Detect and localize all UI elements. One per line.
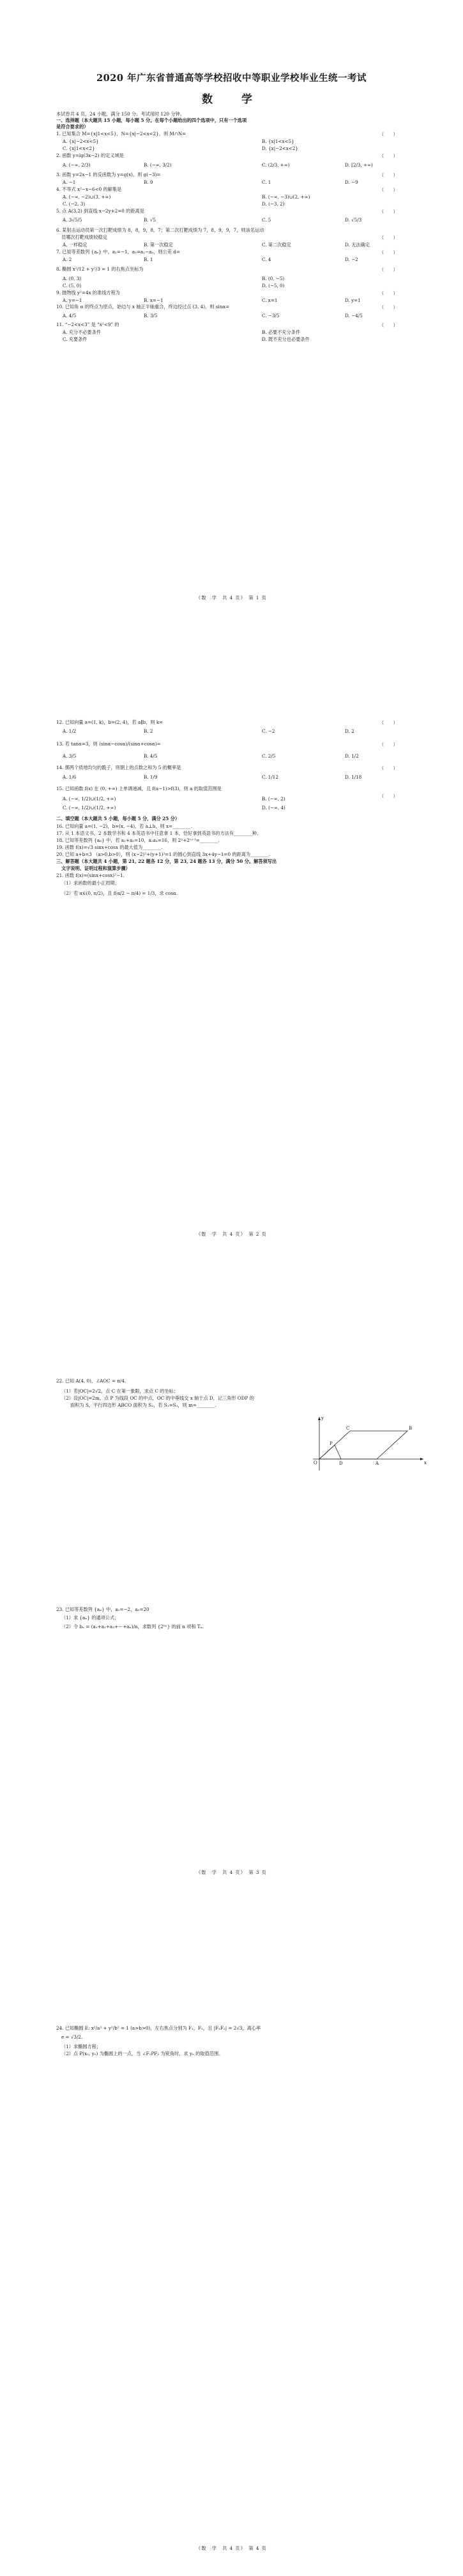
option-b: B. (0, −5) [262, 276, 285, 281]
option-c: C. 2/5 [262, 753, 276, 759]
option-c: C. (2/3, +∞) [262, 162, 290, 168]
option-a: A. y=−1 [63, 297, 82, 303]
question-1: 1. 已知集合 M={x|1<x<5}，N={x|−2<x<2}，则 M∩N= [56, 131, 186, 137]
option-b: B. 必要不充分条件 [262, 329, 301, 335]
option-b: B. (−∞, 2) [262, 796, 285, 802]
question-21: 21. 函数 f(x)=(sinx+cosx)²−1. [56, 872, 125, 878]
question-22-part-1: （1）若|OC|=2√2，点 C 在第一象限，求点 C 的坐标； [61, 1388, 178, 1394]
page-footer: 《数 学 共 4 页》 第 3 页 [196, 1869, 267, 1875]
question-6: 6. 某射击运动员第一次打靶成绩为 8，8，9，8，7；第二次打靶成绩为 7，8，9，9，7，则该名运动 [56, 227, 264, 233]
page-footer: 《数 学 共 4 页》 第 1 页 [196, 595, 267, 601]
option-a: A. 充分不必要条件 [63, 329, 102, 335]
question-12: 12. 已知向量 a=(1, k)，b=(2, 4)，若 a∥b，则 k= [56, 719, 163, 725]
question-11: 11. “−2<x<3” 是 “x²<9” 的 [56, 322, 119, 327]
answer-paren: （ ） [379, 267, 398, 273]
geometry-figure [305, 1413, 433, 1474]
label-o: O [314, 1460, 317, 1465]
question-16: 16. 已知向量 a=(1, −2)，b=(x, −4)，若 a⊥b，则 x=________. [56, 823, 193, 829]
option-d: D. −4/5 [345, 313, 363, 318]
page-footer: 《数 学 共 4 页》 第 2 页 [196, 1231, 267, 1237]
option-c: C. x=1 [262, 297, 278, 303]
section-3-heading: 三、解答题（本大题共 4 小题，第 21, 22 题各 12 分，第 23, 24 题各 13 分，满分 50 分。解答须写出 [56, 858, 277, 864]
page-2 [0, 638, 463, 1277]
question-10: 10. 已知角 α 的终点为原点，始边与 x 轴正半轴重合，终边经过点 (3, 4)，则 sinα= [56, 304, 230, 310]
option-c: C. 4 [262, 257, 271, 262]
option-b: B. {x|1<x<5} [262, 139, 294, 144]
option-b: B. (−∞, −3)∪(2, +∞) [262, 194, 310, 200]
question-21-part-1: （1）求函数的最小正周期； [61, 880, 119, 886]
segment-pd [335, 1445, 341, 1459]
option-d: D. (−5, 0) [262, 283, 285, 288]
question-23: 23. 已知等差数列 {aₙ} 中，a₁=−2，a₅=20 [56, 1606, 149, 1612]
question-20: 20. 已知 a+b=3 （a>0,b>0），则 (x−2)²+(y+1)²=1 的圆心到直线 3x+4y−1=0 的距离为________. [56, 851, 271, 857]
answer-paren: （ ） [379, 172, 398, 178]
question-23-part-1: （1）求 {aₙ} 的通项公式； [61, 1615, 119, 1621]
section-1-heading: 一、选择题（本大题共 15 小题，每小题 5 分。在每个小题给出的四个选项中，只有一个选项 [56, 117, 247, 123]
page-1 [0, 0, 463, 638]
option-d: D. √5/3 [345, 217, 362, 223]
option-c: C. (5, 0) [63, 283, 82, 288]
answer-paren: （ ） [379, 235, 398, 241]
question-22: 22. 已知 A(4, 0)，∠AOC = π/4. [56, 1378, 126, 1384]
option-b: B. 2 [144, 728, 153, 734]
option-b: B. 4/5 [144, 753, 158, 759]
option-c: C. 充要条件 [63, 336, 87, 342]
option-c: C. 1/12 [262, 774, 278, 780]
label-x: x [424, 1460, 427, 1465]
option-a: A. 一样稳定 [63, 242, 87, 248]
answer-paren: （ ） [379, 742, 398, 747]
answer-paren: （ ） [379, 131, 398, 137]
option-a: A. (−∞, 1/2)∪(1/2, +∞) [63, 796, 116, 802]
question-22-part-2: （2）设|OC|=2m，点 P 为线段 OC 的中点，OC 的中垂线交 x 轴于点 D，记三角形 ODP 的 [61, 1395, 254, 1401]
exam-title: 2020 年广东省普通高等学校招收中等职业学校毕业生统一考试 [96, 73, 367, 84]
option-d: D. (−∞, 4) [262, 805, 285, 811]
option-d: D. 1/18 [345, 774, 362, 780]
answer-paren: （ ） [379, 187, 398, 193]
option-d: D. 既不充分也必要条件 [262, 336, 310, 342]
question-24-cont: e = √3/2. [61, 2034, 83, 2040]
axis-arrow [420, 1458, 423, 1460]
option-b: B. √5 [144, 217, 156, 223]
answer-paren: （ ） [379, 793, 398, 799]
option-a: A. −1 [63, 179, 76, 185]
label-p: P [330, 1441, 333, 1446]
label-c: C [346, 1426, 350, 1431]
option-c: C. {x|1<x<2} [63, 146, 95, 151]
option-c: C. −2 [262, 728, 275, 734]
option-d: D. [2/3, +∞) [345, 162, 373, 168]
label-b: B [409, 1426, 413, 1431]
option-d: D. 1/2 [345, 753, 359, 759]
option-b: B. 9 [144, 179, 153, 185]
label-d: D [339, 1461, 343, 1466]
option-a: A. 2 [63, 257, 72, 262]
option-d: D. y=1 [345, 297, 361, 303]
option-d: D. {x|−2<x<2} [262, 146, 298, 151]
label-y: y [321, 1416, 324, 1421]
option-c: C. (−2, 3) [63, 201, 86, 207]
question-24-part-2: （2）点 P(x₀, y₀) 为椭圆上的一点，当 ∠F₁PF₂ 为锐角时，求 y₀ 的取值范围。 [61, 2051, 224, 2056]
section-1-heading-cont: 是符合要求的） [56, 124, 89, 130]
answer-paren: （ ） [379, 720, 398, 726]
option-b: B. 3/5 [144, 313, 158, 318]
option-c: C. 1 [262, 179, 271, 185]
option-a: A. 3/5 [63, 753, 77, 759]
question-9: 9. 抛物线 y²=4x 的准线方程为 [56, 290, 120, 296]
option-a: A. {x|−2<x<5} [63, 139, 99, 144]
option-a: A. (−∞, 2/3) [63, 162, 91, 168]
exam-subject: 数 学 [202, 93, 261, 106]
option-a: A. 3√5/5 [63, 217, 82, 223]
option-a: A. (−∞, −2)∪(3, +∞) [63, 194, 111, 200]
answer-paren: （ ） [379, 290, 398, 296]
segment-op-extension [319, 1445, 335, 1459]
answer-paren: （ ） [379, 765, 398, 771]
section-2-heading: 二、填空题（本大题共 5 小题，每小题 5 分，满分 25 分） [56, 816, 180, 821]
question-5: 5. 点 A(3,2) 到直线 x−2y+2=0 的距离是 [56, 208, 144, 214]
question-19: 19. 函数 f(x)=√3 sinx+cosx 的最大值为________. [56, 844, 163, 850]
question-24-part-1: （1）求椭圆方程； [61, 2044, 102, 2049]
question-2: 2. 函数 y=lg(3x−2) 的定义域是 [56, 153, 124, 158]
exam-intro: 本试卷共 4 页，24 小题，满分 150 分。考试用时 120 分钟。 [56, 111, 185, 117]
option-b: B. 第一次稳定 [144, 242, 173, 248]
option-a: A. 1/6 [63, 774, 77, 780]
option-c: C. −3/5 [262, 313, 280, 318]
option-a: A. 4/5 [63, 313, 77, 318]
page-3 [0, 1277, 463, 1921]
option-d: D. −9 [345, 179, 358, 185]
option-b: B. x=−1 [144, 297, 163, 303]
answer-paren: （ ） [379, 209, 398, 214]
option-b: B. 1/9 [144, 774, 158, 780]
question-18: 18. 已知等差数列 {aₙ} 中，若 a₁+a₃=10，a₂a₄=16，则 2ⁿ+2ⁿ⁺¹=________. [56, 837, 220, 843]
option-c: C. 5 [262, 217, 271, 223]
option-d: D. 2 [345, 728, 354, 734]
question-13: 13. 若 tanα=3，则 (sinα−cosα)/(sinα+cosα)= [56, 741, 161, 747]
page-4 [0, 1921, 463, 2576]
option-a: A. 1/2 [63, 728, 77, 734]
label-a: A [376, 1461, 379, 1466]
question-17: 17. 从 1 本语文书，2 本数学书和 4 本英语书中任意拿 1 本，恰好拿到英语书的方法有________种。 [56, 830, 262, 836]
question-24: 24. 已知椭圆 E: x²/a² + y²/b² = 1 (a>b>0)，左右焦点分别为 F₁，F₂，且 |F₁F₂| = 2√3，离心率 [56, 2025, 261, 2031]
question-4: 4. 不等式 x²−x−6<0 的解集是 [56, 186, 122, 192]
question-14: 14. 掷两个质地均匀的骰子，则朝上的点数之和为 5 的概率是 [56, 765, 181, 770]
question-23-part-2: （2）令 bₙ = (a₁+a₂+a₃+⋯+aₙ)/n，求数列 {2ᵇⁿ} 的前 n 项和 Tₙ. [61, 1624, 204, 1629]
answer-paren: （ ） [379, 322, 398, 328]
option-c: C. 第二次稳定 [262, 242, 291, 248]
axis-arrow [318, 1417, 321, 1420]
option-d: D. (−3, 2) [262, 201, 285, 207]
option-d: D. −2 [345, 257, 358, 262]
option-d: D. 无法确定 [345, 242, 370, 248]
answer-paren: （ ） [379, 153, 398, 159]
question-15: 15. 已知函数 f(x) 在 (0, +∞) 上单调递减，且 f(a−1)>f(3)，则 a 的取值范围是 [56, 786, 222, 791]
answer-paren: （ ） [379, 250, 398, 255]
section-3-heading-cont: 文字说明、证明过程和演算步骤） [61, 865, 130, 871]
question-7: 7. 已知等差数列 {aₙ} 中，a₁=−1，a₅=a₁−a₂，则公差 d= [56, 249, 180, 255]
question-21-part-2: （2）若 α∈(0, π/2)，且 f(α/2 − π/4) = 1/3，求 cosα. [61, 890, 178, 896]
question-3: 3. 函数 y=2x−1 的反函数为 y=g(x)，则 g(−3)= [56, 172, 161, 177]
option-c: C. (−∞, 1/2)∪(1/2, +∞) [63, 805, 116, 811]
question-22-part-2-cont: 面积为 S，平行四边形 ABCO 面积为 S₂，若 S₁=S₂，则 m=________. [70, 1402, 216, 1408]
option-a: A. (0, 3) [63, 276, 82, 281]
option-b: B. (−∞, 3/2) [144, 162, 172, 168]
answer-paren: （ ） [379, 304, 398, 310]
page-footer: 《数 学 共 4 页》 第 4 页 [196, 2545, 267, 2551]
question-8: 8. 椭圆 x²/12 + y²/3 = 1 的右焦点坐标为 [56, 266, 144, 272]
option-b: B. 1 [144, 257, 153, 262]
question-6-cont: 员哪次打靶成绩较稳定 [61, 234, 107, 240]
